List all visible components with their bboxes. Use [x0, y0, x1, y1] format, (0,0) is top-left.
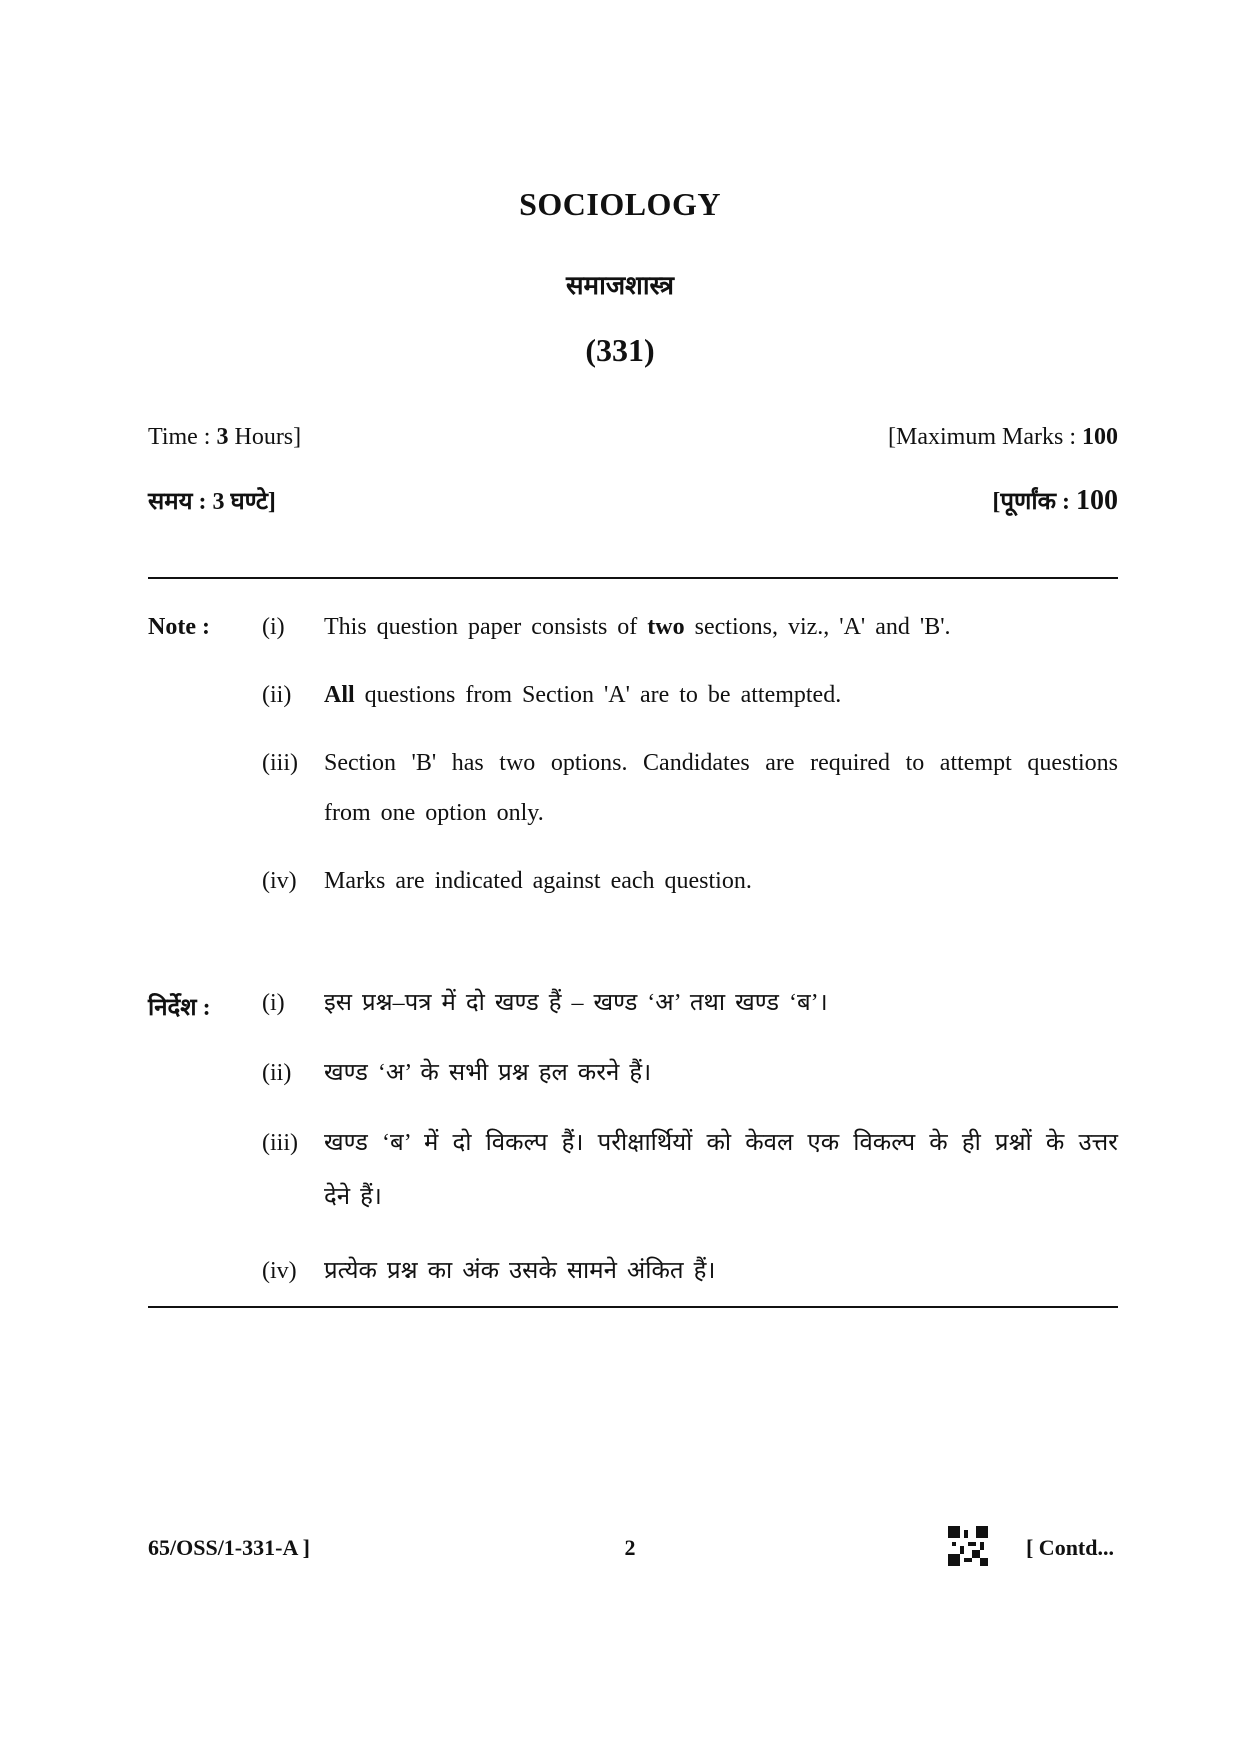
- note-item-hindi: प्रत्येक प्रश्न का अंक उसके सामने अंकित हैं।: [324, 1258, 716, 1284]
- note-number: (iv): [262, 868, 297, 894]
- paper-code: 65/OSS/1-331-A ]: [148, 1535, 310, 1560]
- note-number: (ii): [262, 682, 292, 708]
- max-marks-label: [Maximum Marks : 100: [888, 424, 1118, 450]
- note-number: (i): [262, 614, 285, 640]
- time-label-hindi: समय : 3 घण्टे]: [148, 489, 276, 515]
- top-divider: [148, 577, 1118, 579]
- max-marks-label-hindi: [पूर्णांक : 100: [992, 485, 1118, 516]
- continued-label: [ Contd...: [1025, 1535, 1114, 1560]
- note-item-hindi: खण्ड ‘ब’ में दो विकल्प हैं। परीक्षार्थियों को केवल एक विकल्प के ही प्रश्नों के उत्तर देने हैं।: [324, 1130, 1118, 1210]
- note-label: Note :: [148, 614, 210, 640]
- note-item: Marks are indicated against each question.: [324, 868, 752, 894]
- time-label: Time : 3 Hours]: [148, 424, 302, 450]
- note-number: (iii): [262, 750, 298, 776]
- note-number: (ii): [262, 1060, 292, 1086]
- paper-title-hindi: समाजशास्त्र: [565, 271, 675, 300]
- qr-code-icon: [948, 1526, 988, 1566]
- note-item-hindi: इस प्रश्न–पत्र में दो खण्ड हैं – खण्ड ‘अ’ तथा खण्ड ‘ब’।: [324, 990, 828, 1016]
- subject-code: (331): [585, 332, 655, 368]
- bottom-divider: [148, 1306, 1118, 1308]
- page-number: 2: [624, 1535, 636, 1560]
- note-item: Section 'B' has two options. Candidates are required to attempt questions from one option only.: [324, 750, 1118, 826]
- note-number: (iii): [262, 1130, 298, 1156]
- note-label-hindi: निर्देश :: [148, 995, 211, 1021]
- note-item: All questions from Section 'A' are to be attempted.: [324, 682, 842, 708]
- note-item-hindi: खण्ड ‘अ’ के सभी प्रश्न हल करने हैं।: [324, 1060, 652, 1086]
- paper-title: SOCIOLOGY: [519, 186, 721, 222]
- note-number: (iv): [262, 1258, 297, 1284]
- note-item: This question paper consists of two sections, viz., 'A' and 'B'.: [324, 614, 951, 640]
- note-number: (i): [262, 990, 285, 1016]
